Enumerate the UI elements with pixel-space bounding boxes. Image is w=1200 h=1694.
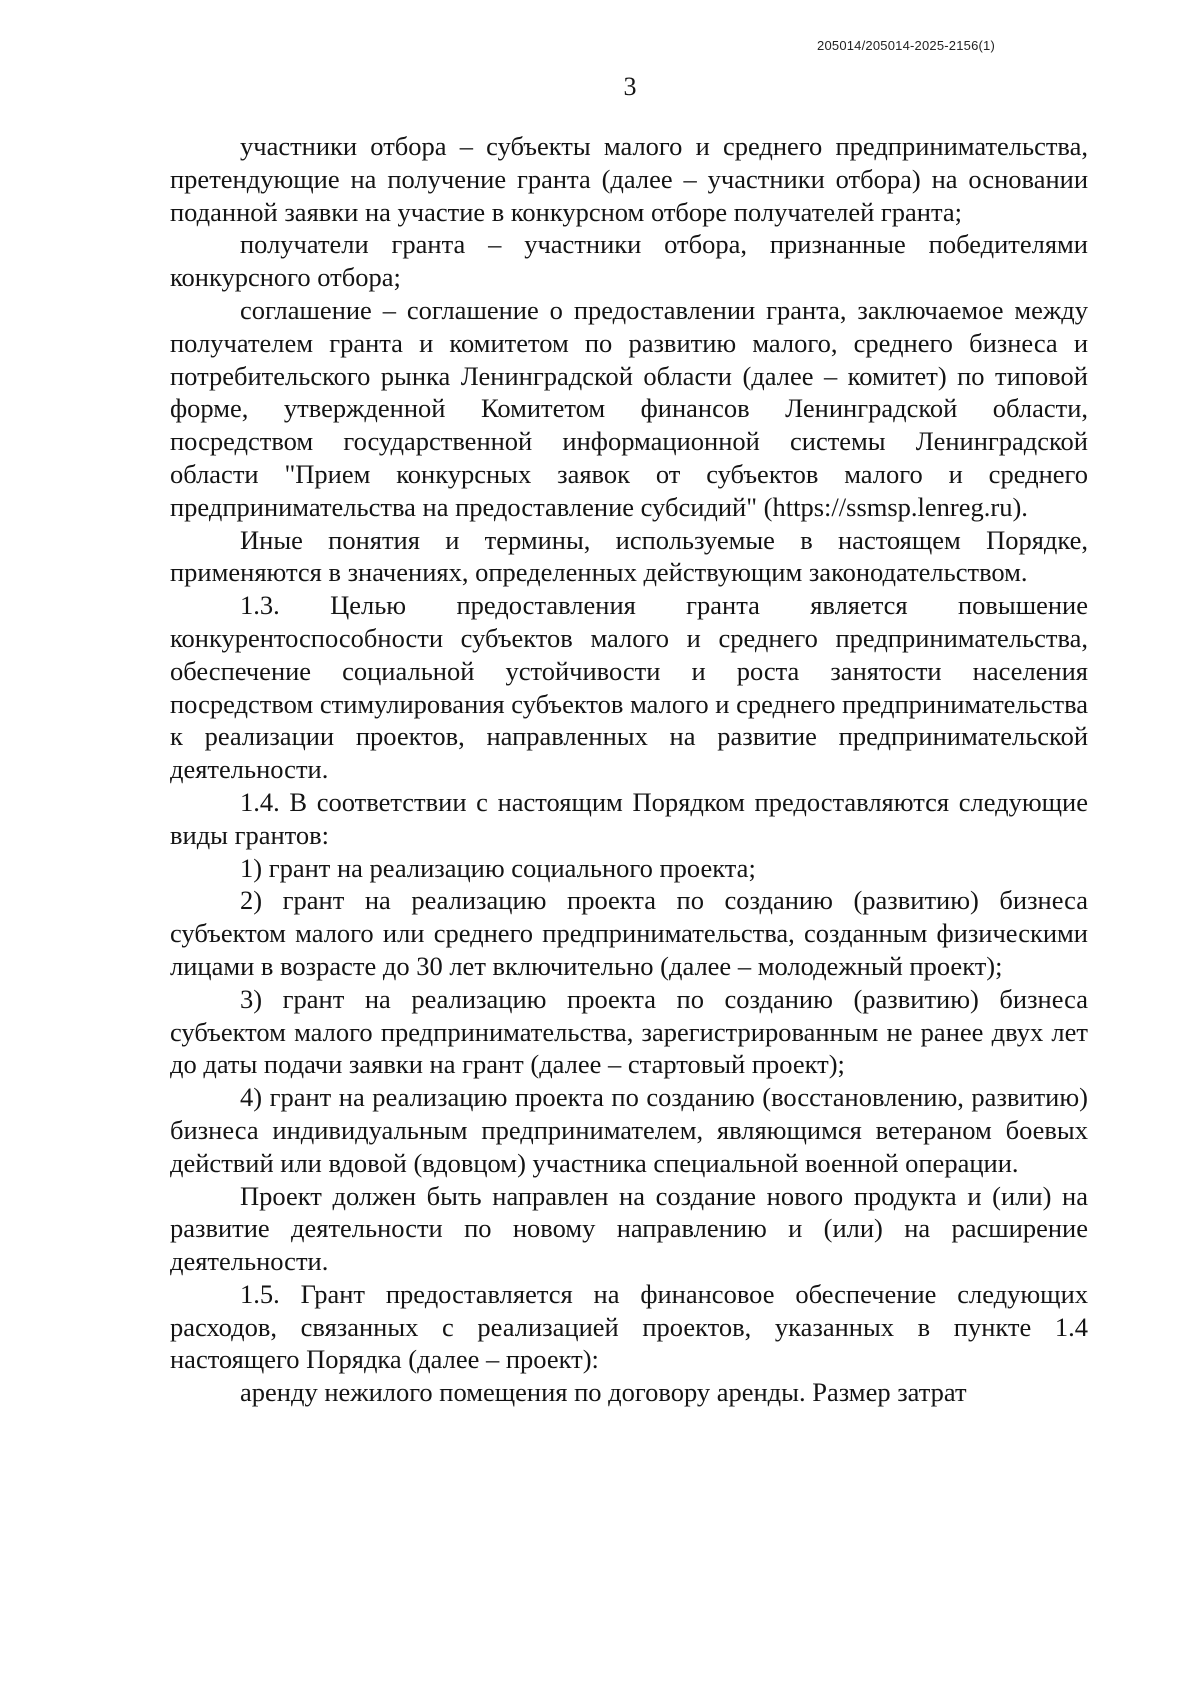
list-item-social-project: 1) грант на реализацию социального проекта; bbox=[240, 852, 756, 883]
paragraph-participants-definition: участники отбора – субъекты малого и среднего предпринимательства, претендующие на получение гранта (далее – участники отбора) на основании поданной заявки на участие в конкурсном отборе получателей гранта; bbox=[170, 131, 1088, 227]
paragraph-other-terms: Иные понятия и термины, используемые в настоящем Порядке, применяются в значениях, определенных действующим законодательством. bbox=[170, 524, 1088, 588]
paragraph-project-direction: Проект должен быть направлен на создание нового продукта и (или) на развитие деятельности по новому направлению и (или) на расширение деятельности. bbox=[170, 1180, 1088, 1277]
paragraph-rent-expenses: аренду нежилого помещения по договору аренды. Размер затрат bbox=[240, 1377, 967, 1408]
page-number: 3 bbox=[623, 72, 637, 101]
paragraph-1-3-goal: 1.3. Целью предоставления гранта является повышение конкурентоспособности субъектов малого и среднего предпринимательства, обеспечение социальной устойчивости и роста занятости населения посредством стимулирования субъектов малого и среднего предпринимательства к реализации проектов, направленных на развитие предпринимательской деятельности. bbox=[170, 590, 1088, 785]
list-item-veteran-project: 4) грант на реализацию проекта по созданию (восстановлению, развитию) бизнеса индивидуальным предпринимателем, являющимся ветераном боевых действий или вдовой (вдовцом) участника специальной военной операции. bbox=[170, 1082, 1088, 1178]
list-item-youth-project: 2) грант на реализацию проекта по созданию (развитию) бизнеса субъектом малого или среднего предпринимательства, созданным физическими лицами в возрасте до 30 лет включительно (далее – молодежный проект); bbox=[170, 885, 1088, 981]
paragraph-1-4-grant-types: 1.4. В соответствии с настоящим Порядком предоставляются следующие виды грантов: bbox=[170, 786, 1088, 850]
paragraph-recipients-definition: получатели гранта – участники отбора, признанные победителями конкурсного отбора; bbox=[170, 229, 1088, 293]
document-body bbox=[170, 130, 1088, 1409]
list-item-startup-project: 3) грант на реализацию проекта по созданию (развитию) бизнеса субъектом малого предпринимательства, зарегистрированным не ранее двух лет до даты подачи заявки на грант (далее – стартовый проект); bbox=[170, 983, 1088, 1080]
document-id: 205014/205014-2025-2156(1) bbox=[817, 38, 995, 53]
paragraph-1-5-expenses: 1.5. Грант предоставляется на финансовое обеспечение следующих расходов, связанных с реализацией проектов, указанных в пункте 1.4 настоящего Порядка (далее – проект): bbox=[170, 1278, 1088, 1375]
paragraph-agreement-definition: соглашение – соглашение о предоставлении гранта, заключаемое между получателем гранта и комитетом по развитию малого, среднего бизнеса и потребительского рынка Ленинградской области (далее – комитет) по типовой форме, утвержденной Комитетом финансов Ленинградской области, посредством государственной информационной системы Ленинградской области "Прием конкурсных заявок от субъектов малого и среднего предпринимательства на предоставление субсидий" (https://ssmsp.lenreg.ru). bbox=[170, 294, 1088, 522]
